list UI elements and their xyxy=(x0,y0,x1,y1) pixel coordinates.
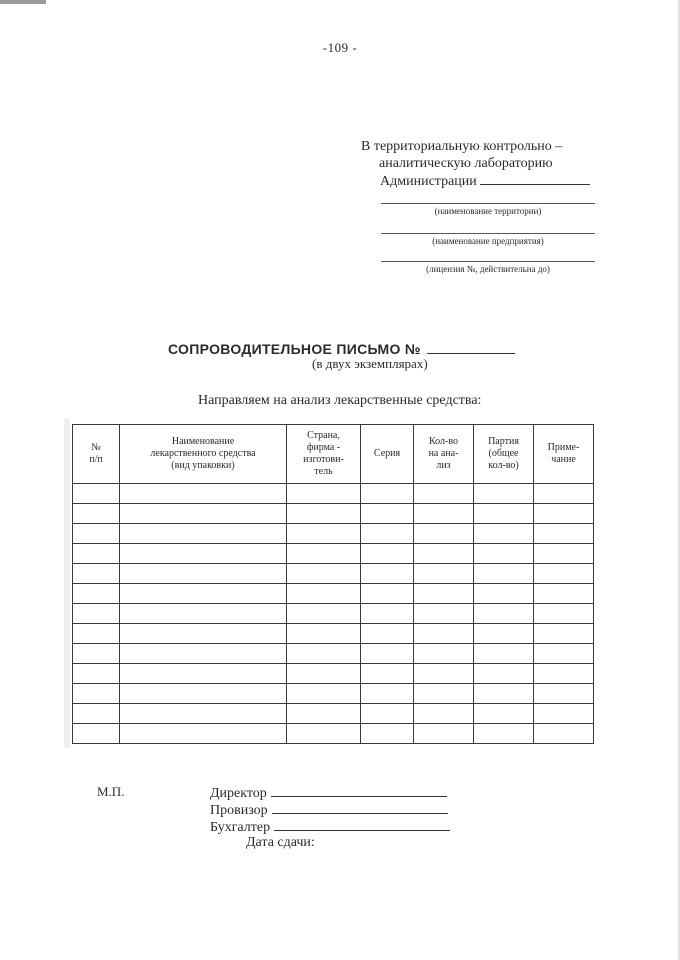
table-cell xyxy=(73,644,120,664)
letter-title xyxy=(168,340,515,357)
table-cell xyxy=(73,564,120,584)
table-cell xyxy=(474,604,534,624)
table-row xyxy=(73,724,594,744)
table-cell xyxy=(474,664,534,684)
table-cell xyxy=(287,564,361,584)
table-row xyxy=(73,544,594,564)
table-cell xyxy=(287,684,361,704)
table-cell xyxy=(361,484,414,504)
table-cell xyxy=(287,524,361,544)
table-cell xyxy=(120,564,287,584)
table-cell xyxy=(287,704,361,724)
table-cell xyxy=(120,504,287,524)
table-body xyxy=(73,484,594,744)
table-cell xyxy=(120,644,287,664)
table-cell xyxy=(361,544,414,564)
table-cell xyxy=(73,584,120,604)
accountant-signature-row xyxy=(210,818,450,836)
scan-shadow xyxy=(64,418,70,748)
table-cell xyxy=(474,544,534,564)
table-cell xyxy=(414,484,474,504)
table-cell xyxy=(534,624,594,644)
table-row xyxy=(73,624,594,644)
table-cell xyxy=(534,664,594,684)
license-caption: (лицензия №, действительна до) xyxy=(426,264,550,274)
enterprise-line xyxy=(381,233,595,234)
intro-text: Направляем на анализ лекарственные средства: xyxy=(198,393,482,408)
date-label: Дата сдачи: xyxy=(246,835,315,850)
table-header-row xyxy=(73,425,594,484)
table-cell xyxy=(287,604,361,624)
table-cell xyxy=(73,724,120,744)
table-row xyxy=(73,504,594,524)
addressee-line-1: В территориальную контрольно – xyxy=(361,139,563,154)
table-row xyxy=(73,564,594,584)
enterprise-caption: (наименование предприятия) xyxy=(432,236,544,246)
table-cell xyxy=(534,484,594,504)
addressee-line-3 xyxy=(361,172,590,190)
addressee-administration-label: Администрации xyxy=(380,174,477,189)
table-cell xyxy=(287,664,361,684)
letter-number-fill-line xyxy=(427,340,515,354)
table-cell xyxy=(120,724,287,744)
table-cell xyxy=(73,664,120,684)
table-cell xyxy=(474,684,534,704)
table-cell xyxy=(414,684,474,704)
table-cell xyxy=(414,544,474,564)
table-cell xyxy=(287,724,361,744)
col-header-country: Страна, фирма - изготови- тель xyxy=(287,425,361,484)
table-cell xyxy=(73,604,120,624)
table-cell xyxy=(73,684,120,704)
table-cell xyxy=(361,584,414,604)
table-cell xyxy=(534,564,594,584)
col-header-name: Наименование лекарственного средства (вид упаковки) xyxy=(120,425,287,484)
administration-fill-line xyxy=(480,172,590,185)
director-signature-row xyxy=(210,784,447,802)
table-cell xyxy=(73,544,120,564)
table-row xyxy=(73,604,594,624)
table-cell xyxy=(361,724,414,744)
col-header-series: Серия xyxy=(361,425,414,484)
medicines-table xyxy=(72,424,594,744)
table-cell xyxy=(287,504,361,524)
table-cell xyxy=(414,724,474,744)
table-cell xyxy=(474,724,534,744)
col-header-batch: Партия (общее кол-во) xyxy=(474,425,534,484)
scan-corner-mark xyxy=(0,0,46,4)
director-fill-line xyxy=(271,784,447,797)
table-cell xyxy=(287,644,361,664)
table-cell xyxy=(474,524,534,544)
table-row xyxy=(73,644,594,664)
letter-subtitle: (в двух экземплярах) xyxy=(312,356,428,371)
letter-title-text: СОПРОВОДИТЕЛЬНОЕ ПИСЬМО № xyxy=(168,341,421,357)
table-cell xyxy=(474,624,534,644)
table-cell xyxy=(534,544,594,564)
accountant-label: Бухгалтер xyxy=(210,820,271,835)
table-row xyxy=(73,524,594,544)
table-cell xyxy=(534,524,594,544)
addressee-block xyxy=(361,138,590,190)
table-cell xyxy=(361,624,414,644)
table-cell xyxy=(361,644,414,664)
table-cell xyxy=(414,564,474,584)
table-cell xyxy=(120,664,287,684)
table-cell xyxy=(120,624,287,644)
table-cell xyxy=(120,684,287,704)
table-cell xyxy=(474,644,534,664)
table-cell xyxy=(534,504,594,524)
table-cell xyxy=(474,564,534,584)
table-cell xyxy=(73,524,120,544)
table-row xyxy=(73,704,594,724)
territory-caption: (наименование территории) xyxy=(434,206,542,216)
table-cell xyxy=(534,704,594,724)
pharmacist-fill-line xyxy=(272,801,448,814)
table-row xyxy=(73,584,594,604)
table-cell xyxy=(414,664,474,684)
col-header-note: Приме- чание xyxy=(534,425,594,484)
table-cell xyxy=(474,484,534,504)
stamp-label: М.П. xyxy=(97,784,125,799)
table-cell xyxy=(73,484,120,504)
col-header-quantity: Кол-во на ана- лиз xyxy=(414,425,474,484)
table-cell xyxy=(414,604,474,624)
addressee-line-2: аналитическую лабораторию xyxy=(379,156,553,171)
license-line xyxy=(381,261,595,262)
table-cell xyxy=(474,584,534,604)
table-cell xyxy=(474,504,534,524)
table-cell xyxy=(361,524,414,544)
table-cell xyxy=(534,604,594,624)
table-cell xyxy=(120,704,287,724)
table-cell xyxy=(120,584,287,604)
date-row xyxy=(246,835,315,851)
page-number: -109 - xyxy=(322,40,358,55)
pharmacist-signature-row xyxy=(210,801,448,819)
table-cell xyxy=(361,564,414,584)
director-label: Директор xyxy=(210,786,267,801)
territory-line xyxy=(381,203,595,204)
table-cell xyxy=(414,644,474,664)
table-cell xyxy=(474,704,534,724)
table-cell xyxy=(414,524,474,544)
table-cell xyxy=(361,704,414,724)
table-cell xyxy=(73,504,120,524)
table-cell xyxy=(120,524,287,544)
table-cell xyxy=(414,624,474,644)
table-row xyxy=(73,684,594,704)
col-header-number: № п/п xyxy=(73,425,120,484)
table-cell xyxy=(361,684,414,704)
table-cell xyxy=(287,484,361,504)
table-cell xyxy=(534,584,594,604)
table-cell xyxy=(287,624,361,644)
table-cell xyxy=(534,644,594,664)
table-cell xyxy=(361,664,414,684)
table-cell xyxy=(414,504,474,524)
table-row xyxy=(73,484,594,504)
table-cell xyxy=(287,544,361,564)
table-cell xyxy=(534,684,594,704)
table-cell xyxy=(120,604,287,624)
table-cell xyxy=(120,484,287,504)
table-cell xyxy=(534,724,594,744)
table-cell xyxy=(361,604,414,624)
table-cell xyxy=(287,584,361,604)
table-row xyxy=(73,664,594,684)
table-cell xyxy=(73,704,120,724)
table-cell xyxy=(73,624,120,644)
table-cell xyxy=(414,584,474,604)
table-cell xyxy=(120,544,287,564)
accountant-fill-line xyxy=(274,818,450,831)
table-cell xyxy=(414,704,474,724)
table-cell xyxy=(361,504,414,524)
pharmacist-label: Провизор xyxy=(210,803,268,818)
